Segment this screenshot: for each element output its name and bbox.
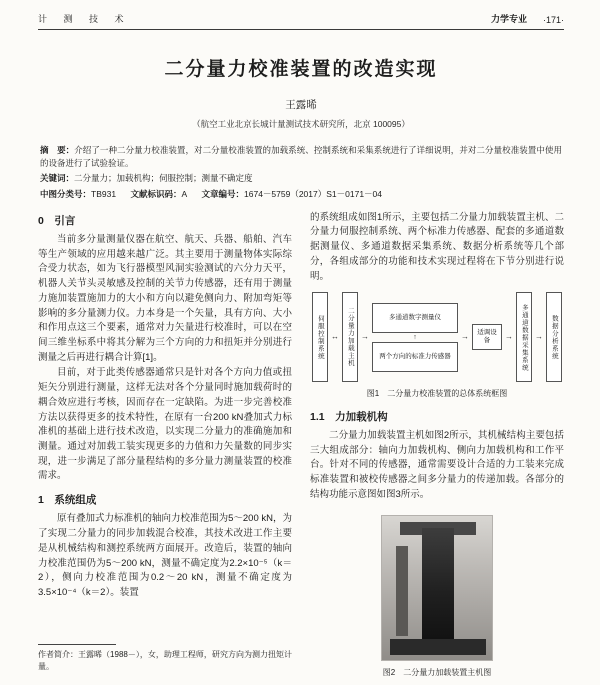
footnote-divider xyxy=(38,644,116,645)
arrow-right-icon: → xyxy=(505,332,513,342)
keywords-paragraph xyxy=(40,172,562,185)
machine-photo-side-column xyxy=(396,546,408,636)
article-no-value: 1674－5759（2017）S1－0171－04 xyxy=(244,188,383,199)
diagram-row xyxy=(310,292,564,382)
abstract-text: 介绍了一种二分量力校准装置，对二分量校准装置的加载系统、控制系统和采集系统进行了详细说明，并对二分量校准装置中使用的设备进行了试验验证。 xyxy=(40,145,562,169)
two-column-body xyxy=(38,211,564,679)
diagram-middle-stack xyxy=(372,303,458,372)
article-no-label: 文章编号： xyxy=(201,188,245,199)
system-paragraph-1: 原有叠加式力标准机的轴向力校准范围为5～200 kN，为了实现二分量力的同步加载混合校准，其技术改进工作主要是从机械结构和测控系统两方面展开。改造后，装置的轴向力校准范围仍为5～200 kN，测量不确定度为2.2×10⁻⁵（k＝2），侧向力校准范围为0.2～20 kN，测量不确定度为3.5×10⁻⁴（k＝2）。装置 xyxy=(38,513,292,599)
diagram-box-standard-sensors: 两个方向的标准力传感器 xyxy=(372,342,458,372)
article-no-segment xyxy=(202,189,383,199)
diagram-box-daq-system: 多通道数据采集系统 xyxy=(516,292,532,382)
doc-code-label: 文献标识码： xyxy=(130,188,182,199)
section-heading-intro: 0 引言 xyxy=(38,214,76,227)
loading-paragraph-1: 二分量力加载装置主机如图2所示，其机械结构主要包括三大组成部分：轴向力加载机构、侧向力加载机构和工作平台。针对不同的传感器，通常需要设计合适的力工装来完成标准装置和被校传感器之间多分量力的传递加载。各部分的结构功能示意图如图3所示。 xyxy=(310,429,564,500)
author-bio-text: 作者简介：王露晞（1988－），女，助理工程师，研究方向为测力扭矩计量。 xyxy=(38,650,292,671)
subject-label: 力学专业 xyxy=(490,14,527,24)
abstract-paragraph xyxy=(40,144,562,170)
right-column xyxy=(310,211,564,679)
author-bio-footnote xyxy=(38,644,292,673)
system-paragraph-continued: 的系统组成如图1所示，主要包括二分量力加载装置主机、二分量力伺服控制系统、两个标准力传感器、配套的多通道数据测量仪、多通道数据采集系统、数据分析系统等几个部分，各组成部分的功能和技术实现过程将在下节分别进行说明。 xyxy=(310,211,564,282)
article-title: 二分量力校准装置的改造实现 xyxy=(164,59,438,80)
keywords-text: 二分量力；加载机构；伺服控制；测量不确定度 xyxy=(74,173,253,184)
doc-code-value: A xyxy=(181,188,188,199)
clc-value: TB931 xyxy=(91,188,117,199)
diagram-box-loading-host: 二分量力加载主机 xyxy=(342,292,358,382)
intro-paragraph-2: 目前，对于此类传感器通常只是针对各个方向力值或扭矩矢分别进行测量，这样无法对各个分量同时施加载荷时的耦合效应进行考核，因而存在一定缺陷。为进一步完善校准方法以获得更多的技术特性，在原有一台200 kN叠加式力标准机的基础上进行技术改造，以实现二分量力的准确施加和测量。通过对加载工装实现更多的力值和力矢量数的同步实现，进一步满足了部分量程结构的多分量力测量装置的校准需求。 xyxy=(38,367,292,482)
figure-2-caption: 图2 二分量力加载装置主机图 xyxy=(382,667,492,677)
page-number: ·171· xyxy=(542,15,564,25)
figure-1-diagram xyxy=(310,292,564,400)
arrow-up-icon: ↑ xyxy=(413,333,417,341)
figure-2 xyxy=(310,515,564,679)
journal-name: 计 测 技 术 xyxy=(38,14,131,24)
arrow-right-icon: → xyxy=(535,332,543,342)
section-heading-loading: 1.1 力加载机构 xyxy=(310,410,388,423)
arrow-right-icon: → xyxy=(361,332,369,342)
section-heading-system: 1 系统组成 xyxy=(38,494,97,507)
clc-segment xyxy=(40,189,116,199)
diagram-box-analysis-system: 数据分析系统 xyxy=(546,292,562,382)
diagram-box-conditioner: 适调设备 xyxy=(472,324,502,350)
clc-label: 中图分类号： xyxy=(40,188,92,199)
machine-photo xyxy=(381,515,493,661)
header-right xyxy=(491,12,564,25)
machine-photo-main-column xyxy=(422,528,454,646)
left-column xyxy=(38,211,292,679)
figure-1-caption: 图1 二分量力校准装置的总体系统框图 xyxy=(366,389,508,399)
page-header xyxy=(38,12,564,30)
diagram-box-servo-control: 伺服控制系统 xyxy=(312,292,328,382)
abstract-block xyxy=(40,144,562,201)
author-name: 王露晞 xyxy=(285,99,317,111)
machine-photo-base xyxy=(390,639,486,655)
meta-row xyxy=(40,188,562,201)
arrow-bidirectional-icon: ↔ xyxy=(331,332,339,342)
diagram-box-digital-meter: 多通道数字测量仪 xyxy=(372,303,458,333)
doc-code-segment xyxy=(130,189,187,199)
intro-paragraph-1: 当前多分量测量仪器在航空、航天、兵器、船舶、汽车等生产领域的应用越来越广泛。其主要用于测量物体实际综合受力状态，如为飞行器模型风洞实验测试的六分力天平，机器人关节头灵敏感及控制的关节力传感器，还有用于测量力施加装置施加力的大小和方向以避免侧向力、附加弯矩等影响的多分量测力仪。力本身是一个矢量，具有方向、大小和作用点这三个要素，通常对力矢量进行校准时，可以在空间三维坐标系中将其分解为三个方向的力和扭矩并分别进行测量之后再进行耦合计算[1]。 xyxy=(38,233,292,363)
keywords-label: 关键词： xyxy=(40,173,75,184)
author-affiliation: （航空工业北京长城计量测试技术研究所，北京 100095） xyxy=(192,119,410,129)
arrow-right-icon: → xyxy=(461,332,469,342)
abstract-label: 摘 要： xyxy=(40,145,75,155)
